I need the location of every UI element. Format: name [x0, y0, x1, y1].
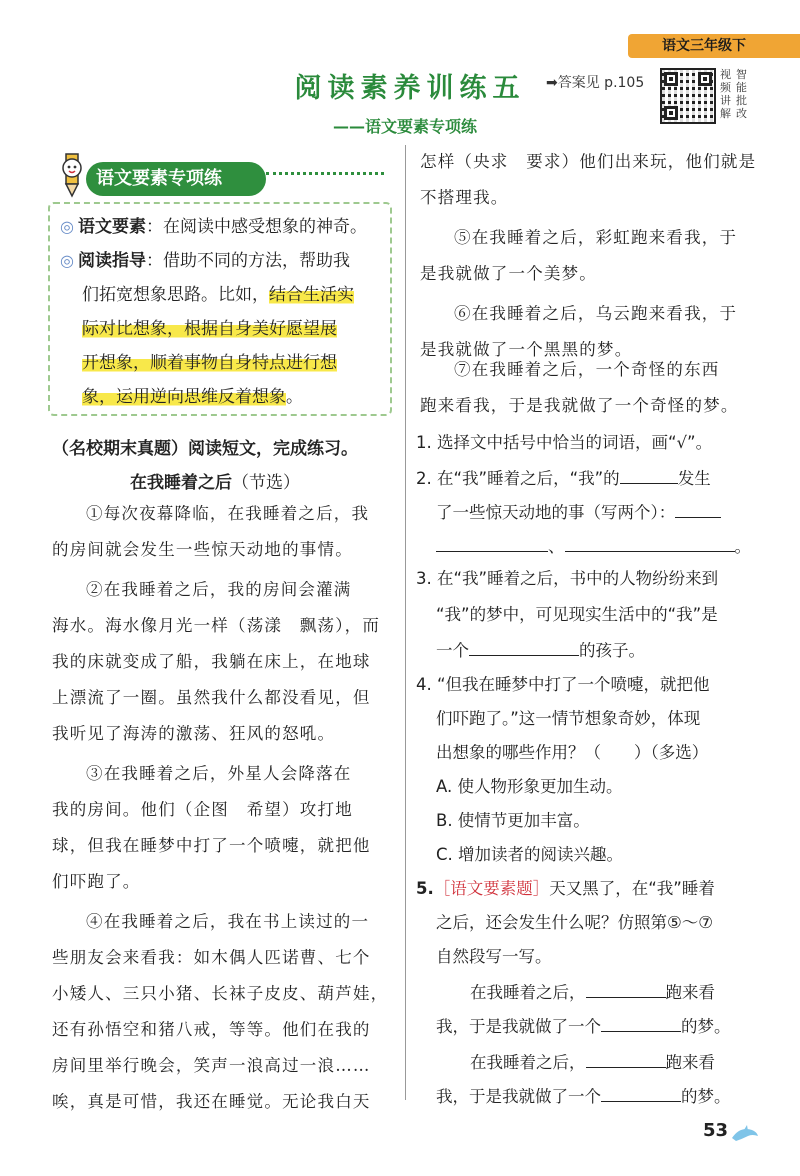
passage-line: ③在我睡着之后，外星人会降落在 — [86, 764, 352, 783]
section-divider — [266, 172, 384, 175]
q5-tag: ［语文要素题］ — [433, 879, 550, 898]
q5-fill-line — [436, 1010, 731, 1044]
page-subtitle: ——语文要素专项练 — [332, 117, 477, 136]
passage-line: 球，但我在睡梦中打了一个喷嚏，就把他 — [52, 836, 371, 855]
guide-label: 阅读指导 — [77, 251, 146, 271]
passage-line: 怎样（央求 要求）他们出来玩，他们就是 — [420, 152, 757, 171]
passage-line: 小矮人、三只小猪、长袜子皮皮、葫芦娃， — [52, 984, 389, 1003]
q2-text: 了一些惊天动地的事（写两个）： — [436, 503, 676, 522]
grade-tag: 语文三年级下 — [628, 34, 800, 58]
page-title: 阅读素养训练五 — [294, 73, 526, 104]
guide-text: ：借助不同的方法，帮助我 — [145, 251, 350, 271]
q3-text: 一个 — [436, 641, 469, 660]
q2-text: 、 — [548, 537, 565, 556]
passage-line: ⑦在我睡着之后，一个奇怪的东西 — [454, 360, 720, 379]
answer-blank[interactable] — [620, 464, 678, 484]
circle-bullet-icon: ◎ — [60, 251, 74, 270]
q5-number: 5. — [416, 879, 434, 898]
qr-code-icon[interactable] — [660, 68, 716, 124]
highlighted-text: 开想象，顺着事物自身特点进行想 — [82, 353, 337, 373]
column-divider — [405, 145, 406, 1100]
dolphin-icon — [730, 1124, 760, 1144]
passage-title-text: 在我睡着之后 — [130, 473, 232, 493]
answer-blank[interactable] — [469, 636, 579, 656]
q5-text: 我，于是我就做了一个 — [436, 1087, 601, 1106]
passage-title-note: （节选） — [232, 473, 300, 493]
exercise-intro: （名校期末真题）阅读短文，完成练习。 — [52, 439, 358, 459]
highlighted-text: 结合生活实 — [269, 285, 354, 305]
q5-text: 跑来看 — [665, 1053, 715, 1072]
answer-blank[interactable] — [601, 1082, 681, 1102]
passage-line: 们吓跑了。 — [52, 872, 141, 891]
passage-line: 上漂流了一圈。虽然我什么都没看见，但 — [52, 688, 371, 707]
passage-line: ①每次夜幕降临，在我睡着之后，我 — [86, 504, 370, 523]
passage-line: 我的房间。他们（企图 希望）攻打地 — [52, 800, 353, 819]
side-char: 改 — [736, 107, 747, 120]
q3-text: 的孩子。 — [579, 641, 645, 660]
qr-side-labels — [720, 68, 764, 120]
side-char: 智 — [736, 68, 747, 81]
passage-line: 些朋友会来看我：如木偶人匹诺曹、七个 — [52, 948, 371, 967]
guide-line — [82, 316, 337, 342]
guide-text: 们拓宽想象思路。比如， — [82, 285, 269, 305]
page-number: 53 — [702, 1120, 728, 1141]
question-1: 1. 选择文中括号中恰当的词语，画“√”。 — [416, 433, 713, 452]
answer-blank[interactable] — [586, 978, 666, 998]
passage-line: ②在我睡着之后，我的房间会灌满 — [86, 580, 352, 599]
question-3-line2: “我”的梦中，可见现实生活中的“我”是 — [436, 605, 718, 624]
option-c[interactable]: C. 增加读者的阅读兴趣。 — [436, 845, 624, 864]
element-label: 语文要素 — [77, 217, 146, 237]
guide-line — [82, 282, 354, 308]
question-5-line2: 之后，还会发生什么呢？仿照第⑤～⑦ — [436, 913, 714, 932]
answer-blank[interactable] — [586, 1048, 666, 1068]
question-4-line2: 们吓跑了。”这一情节想象奇妙，体现 — [436, 709, 701, 728]
passage-line: 是我就做了一个美梦。 — [420, 264, 597, 283]
option-a[interactable]: A. 使人物形象更加生动。 — [436, 777, 623, 796]
passage-line: 我的床就变成了船，我躺在床上，在地球 — [52, 652, 371, 671]
q5-text: 跑来看 — [665, 983, 715, 1002]
passage-line: 跑来看我，于是我就做了一个奇怪的梦。 — [420, 396, 739, 415]
passage-line: 唉，真是可惜，我还在睡觉。无论我白天 — [52, 1092, 371, 1111]
q5-fill-line — [470, 1046, 715, 1080]
guide-text: 。 — [286, 387, 303, 407]
side-char: 视 — [720, 68, 731, 81]
passage-line: ⑤在我睡着之后，彩虹跑来看我，于 — [454, 228, 738, 247]
question-3: 3. 在“我”睡着之后，书中的人物纷纷来到 — [416, 569, 719, 588]
passage-line: ⑥在我睡着之后，乌云跑来看我，于 — [454, 304, 738, 323]
section-header: 语文要素专项练 — [86, 162, 266, 196]
side-char: 能 — [736, 81, 747, 94]
question-3-line3 — [436, 634, 645, 668]
q2-text: 2. 在“我”睡着之后，“我”的 — [416, 469, 620, 488]
answer-blank[interactable] — [675, 498, 721, 518]
answer-blank[interactable] — [601, 1012, 681, 1032]
q5-text: 天又黑了，在“我”睡着 — [549, 879, 715, 898]
q5-text: 的梦。 — [681, 1017, 731, 1036]
question-2 — [416, 462, 711, 496]
guide-line — [82, 384, 303, 410]
passage-line: 还有孙悟空和猪八戒，等等。他们在我的 — [52, 1020, 371, 1039]
highlighted-text: 际对比想象，根据自身美好愿望展 — [82, 319, 337, 339]
answer-blank[interactable] — [436, 532, 548, 552]
side-char: 批 — [736, 94, 747, 107]
passage-line: 的房间就会发生一些惊天动地的事情。 — [52, 540, 353, 559]
side-char: 讲 — [720, 94, 731, 107]
side-char: 频 — [720, 81, 731, 94]
highlighted-text: 象，运用逆向思维反着想象 — [82, 387, 286, 407]
option-b[interactable]: B. 使情节更加丰富。 — [436, 811, 590, 830]
q5-text: 我，于是我就做了一个 — [436, 1017, 601, 1036]
element-text: ：在阅读中感受想象的神奇。 — [145, 217, 367, 237]
question-5 — [416, 872, 715, 906]
passage-title — [130, 468, 300, 493]
question-4-line3: 出想象的哪些作用？（ ）（多选） — [436, 743, 709, 762]
q5-fill-line — [436, 1080, 731, 1114]
q5-text: 在我睡着之后， — [470, 1053, 586, 1072]
q2-text: 发生 — [677, 469, 711, 488]
q5-text: 的梦。 — [681, 1087, 731, 1106]
question-5-line3: 自然段写一写。 — [436, 947, 552, 966]
guide-line — [60, 248, 350, 274]
q5-text: 在我睡着之后， — [470, 983, 586, 1002]
passage-line: 是我就做了一个黑黑的梦。 — [420, 340, 633, 359]
passage-line: 海水。海水像月光一样（荡漾 飘荡），而 — [52, 616, 381, 635]
answer-reference: ➡答案见 p.105 — [546, 75, 645, 91]
passage-line: ④在我睡着之后，我在书上读过的一 — [86, 912, 370, 931]
element-line — [60, 214, 367, 240]
q2-text: 。 — [734, 537, 751, 556]
side-char: 解 — [720, 107, 731, 120]
circle-bullet-icon: ◎ — [60, 217, 74, 236]
question-4: 4. “但我在睡梦中打了一个喷嚏，就把他 — [416, 675, 710, 694]
passage-line: 不搭理我。 — [420, 188, 509, 207]
guide-line — [82, 350, 337, 376]
question-2-line3 — [436, 530, 751, 564]
question-2-line2 — [436, 496, 721, 530]
answer-blank[interactable] — [565, 532, 735, 552]
q5-fill-line — [470, 976, 715, 1010]
passage-line: 我听见了海涛的激荡、狂风的怒吼。 — [52, 724, 336, 743]
passage-line: 房间里举行晚会，笑声一浪高过一浪…… — [52, 1056, 371, 1075]
